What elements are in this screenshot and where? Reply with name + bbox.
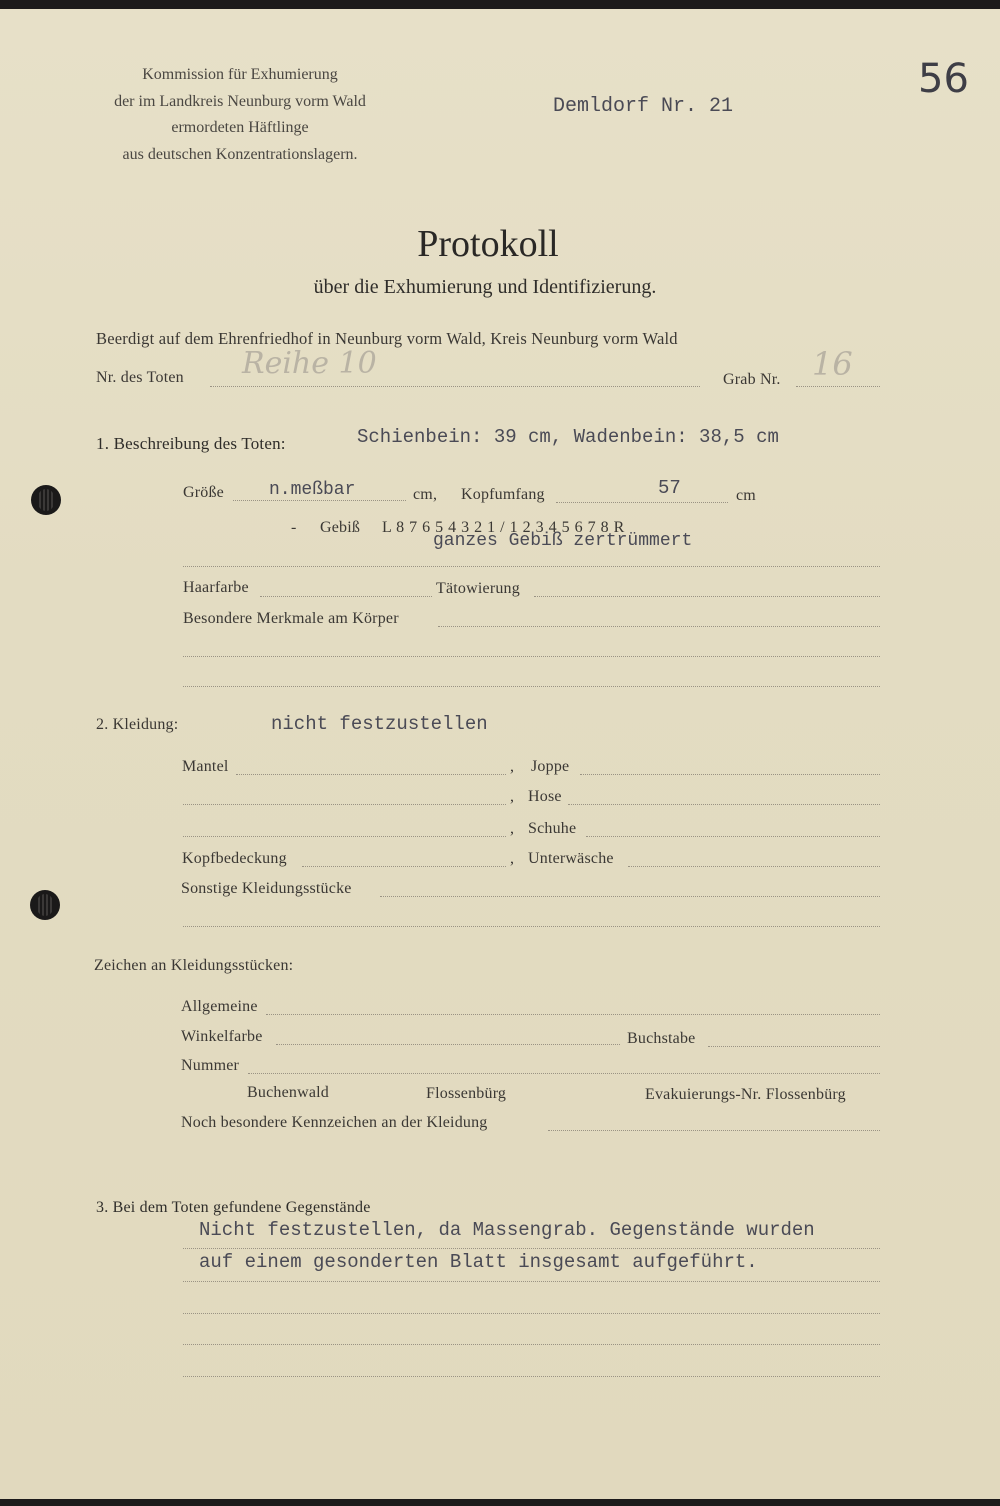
dead-number-line bbox=[210, 386, 700, 387]
hair-color-label: Haarfarbe bbox=[183, 579, 249, 596]
other-marks-line bbox=[548, 1130, 880, 1131]
coat-label: Mantel bbox=[182, 758, 229, 775]
grave-line bbox=[796, 386, 880, 387]
coat-line bbox=[236, 774, 506, 775]
number-line bbox=[248, 1073, 880, 1074]
head-circumference-label: Kopfumfang bbox=[461, 486, 545, 503]
section2-typed-note: nicht festzustellen bbox=[271, 713, 488, 735]
document-title: Protokoll bbox=[417, 223, 559, 265]
general-line bbox=[266, 1014, 880, 1015]
triangle-color-line bbox=[276, 1044, 620, 1045]
size-label: Größe bbox=[183, 484, 224, 501]
headwear-label: Kopfbedeckung bbox=[182, 850, 287, 867]
dead-number-value: Reihe 10 bbox=[242, 346, 377, 381]
page-number: 56 bbox=[918, 56, 969, 102]
teeth-note: ganzes Gebiß zertrümmert bbox=[433, 531, 693, 551]
other-marks-label: Noch besondere Kennzeichen an der Kleidung bbox=[181, 1114, 488, 1131]
reference-number: Demldorf Nr. 21 bbox=[553, 95, 734, 118]
teeth-label: Gebiß bbox=[320, 519, 361, 536]
size-line bbox=[233, 500, 406, 501]
head-circumference-value: 57 bbox=[658, 477, 681, 499]
trousers-label: Hose bbox=[528, 788, 562, 805]
jacket-label: Joppe bbox=[531, 758, 570, 775]
flossenbuerg-label: Flossenbürg bbox=[426, 1085, 507, 1102]
commission-line: aus deutschen Konzentrationslagern. bbox=[122, 145, 358, 163]
body-marks-line bbox=[438, 626, 880, 627]
clothing-line bbox=[183, 804, 506, 805]
document-subtitle: über die Exhumierung und Identifizierung. bbox=[313, 276, 657, 298]
body-marks-label: Besondere Merkmale am Körper bbox=[183, 610, 399, 627]
comma: , bbox=[510, 758, 515, 775]
body-marks-line-3 bbox=[183, 686, 880, 687]
headwear-line bbox=[302, 866, 506, 867]
section1-heading: 1. Beschreibung des Toten: bbox=[96, 434, 286, 453]
found-items-line-1: Nicht festzustellen, da Massengrab. Gegenstände wurden bbox=[199, 1219, 815, 1241]
found-items-rule bbox=[183, 1248, 880, 1249]
dead-number-label: Nr. des Toten bbox=[96, 369, 184, 386]
body-marks-line-2 bbox=[183, 656, 880, 657]
underwear-line bbox=[628, 866, 880, 867]
number-label: Nummer bbox=[181, 1057, 240, 1074]
tattoo-line bbox=[534, 596, 880, 597]
found-items-rule bbox=[183, 1344, 880, 1345]
section1-typed-note: Schienbein: 39 cm, Wadenbein: 38,5 cm bbox=[357, 426, 779, 448]
letter-label: Buchstabe bbox=[627, 1030, 696, 1047]
comma: , bbox=[510, 850, 515, 867]
commission-line: der im Landkreis Neunburg vorm Wald bbox=[114, 92, 366, 110]
shoes-line bbox=[586, 836, 880, 837]
found-items-rule bbox=[183, 1313, 880, 1314]
burial-location: Beerdigt auf dem Ehrenfriedhof in Neunburg vorm Wald, Kreis Neunburg vorm Wald bbox=[96, 329, 678, 348]
scan-bottom-band bbox=[0, 1499, 1000, 1506]
found-items-rule bbox=[183, 1281, 880, 1282]
letter-line bbox=[708, 1046, 880, 1047]
teeth-line bbox=[183, 566, 880, 567]
size-unit: cm, bbox=[413, 486, 438, 503]
underwear-label: Unterwäsche bbox=[528, 850, 614, 867]
head-circumference-line bbox=[556, 502, 728, 503]
jacket-line bbox=[580, 774, 880, 775]
size-value: n.meßbar bbox=[269, 480, 356, 500]
found-items-rule bbox=[183, 1376, 880, 1377]
scan-top-band bbox=[0, 0, 1000, 9]
tattoo-label: Tätowierung bbox=[436, 580, 520, 597]
clothing-line bbox=[183, 836, 506, 837]
found-items-line-2: auf einem gesonderten Blatt insgesamt aufgeführt. bbox=[199, 1251, 758, 1273]
buchenwald-label: Buchenwald bbox=[247, 1084, 329, 1101]
section3-heading: 3. Bei dem Toten gefundene Gegenstände bbox=[96, 1199, 371, 1216]
shoes-label: Schuhe bbox=[528, 820, 577, 837]
section2-heading: 2. Kleidung: bbox=[96, 716, 179, 733]
commission-line: ermordeten Häftlinge bbox=[171, 119, 309, 136]
trousers-line bbox=[568, 804, 880, 805]
punch-hole bbox=[31, 485, 61, 515]
grave-value: 16 bbox=[812, 345, 853, 383]
clothing-marks-heading: Zeichen an Kleidungsstücken: bbox=[94, 957, 294, 974]
evacuation-number-label: Evakuierungs-Nr. Flossenbürg bbox=[645, 1086, 846, 1103]
commission-header bbox=[95, 62, 385, 168]
other-clothing-label: Sonstige Kleidungsstücke bbox=[181, 880, 352, 897]
punch-hole bbox=[30, 890, 60, 920]
comma: , bbox=[510, 820, 515, 837]
hair-color-line bbox=[260, 596, 432, 597]
general-label: Allgemeine bbox=[181, 998, 258, 1015]
teeth-chart: L 8 7 6 5 4 3 2 1 / 1 2 3 4 5 6 7 8 R bbox=[382, 519, 626, 536]
other-clothing-line bbox=[380, 896, 880, 897]
comma: , bbox=[510, 788, 515, 805]
grave-label: Grab Nr. bbox=[723, 371, 781, 388]
head-circumference-unit: cm bbox=[736, 487, 756, 504]
other-clothing-line-2 bbox=[183, 926, 880, 927]
triangle-color-label: Winkelfarbe bbox=[181, 1028, 263, 1045]
commission-line: Kommission für Exhumierung bbox=[142, 66, 338, 83]
dash-mark: - bbox=[291, 519, 297, 536]
